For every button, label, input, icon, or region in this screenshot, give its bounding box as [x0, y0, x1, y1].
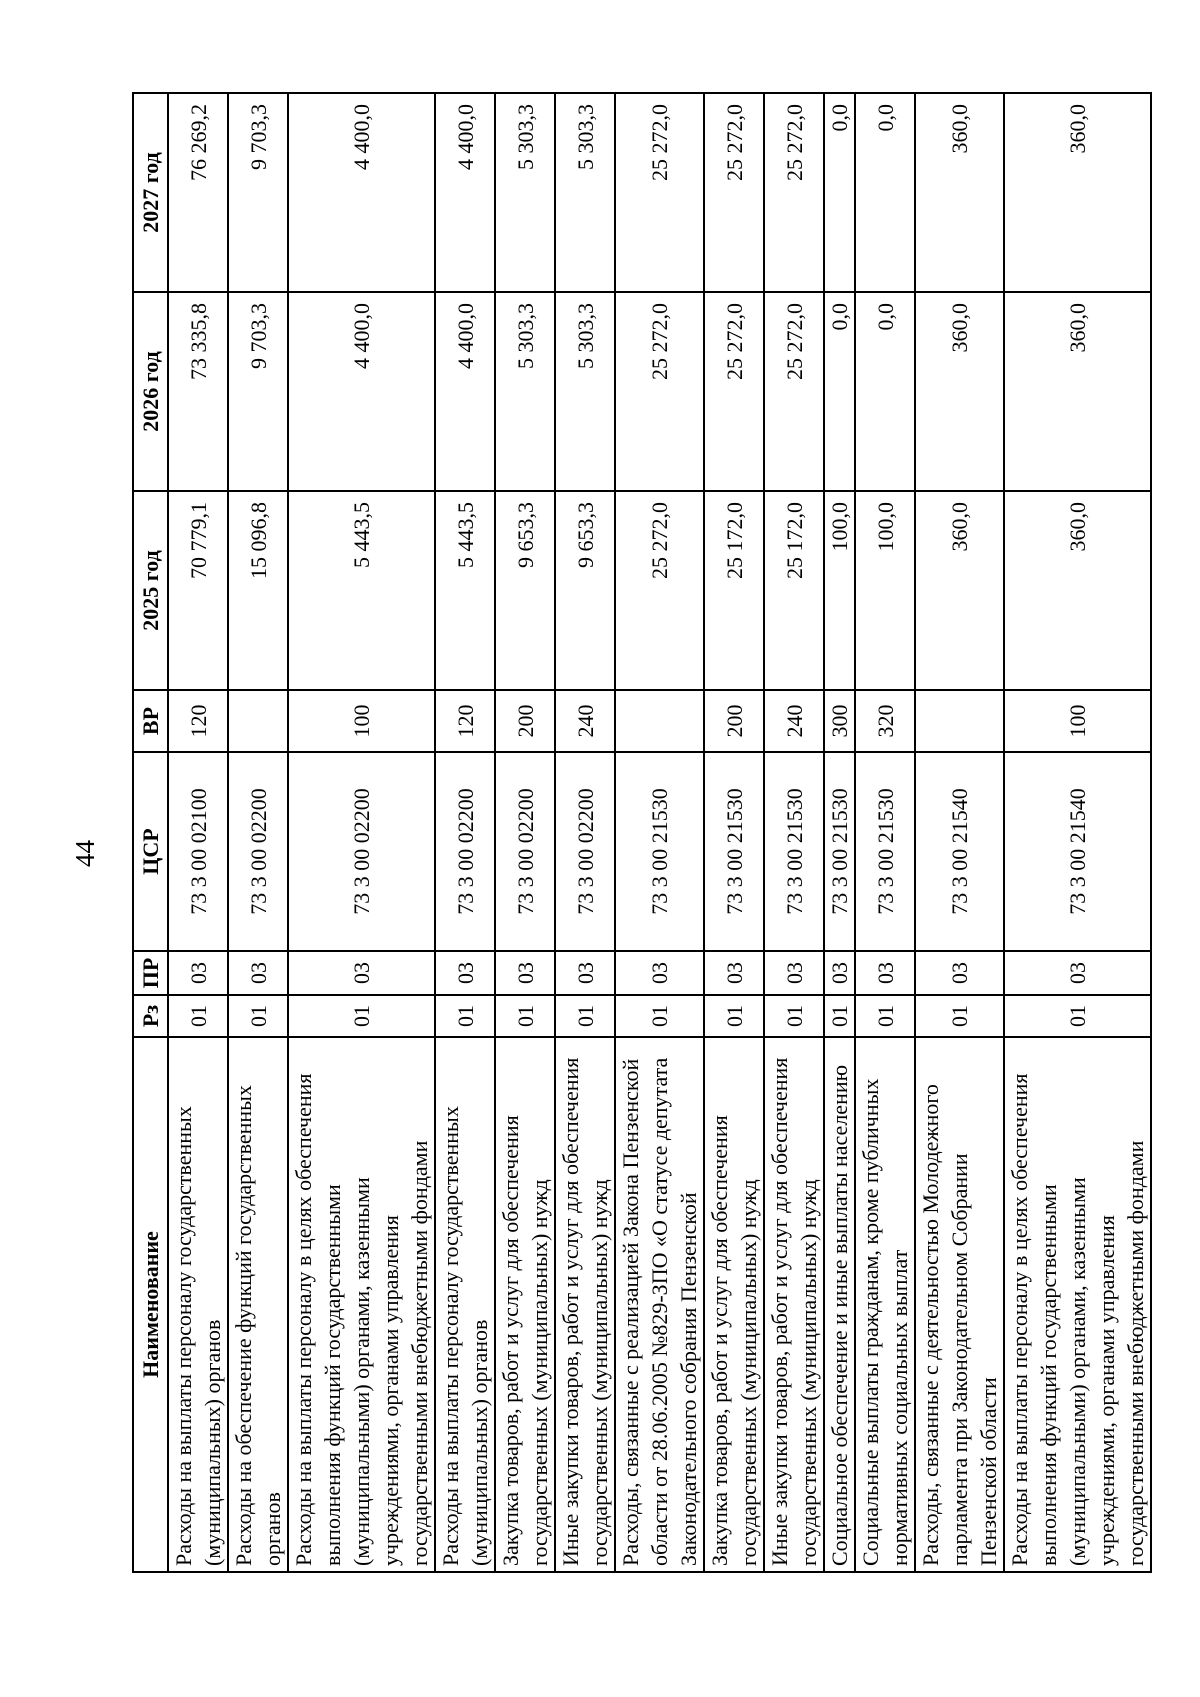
row-csr: 73 3 00 21540 — [915, 752, 1004, 951]
header-csr: ЦСР — [133, 752, 168, 951]
row-rz: 01 — [764, 995, 824, 1037]
row-rz: 01 — [555, 995, 615, 1037]
row-2025: 70 779,1 — [168, 491, 228, 690]
row-pr: 03 — [915, 951, 1004, 995]
row-pr: 03 — [495, 951, 555, 995]
row-2027: 25 272,0 — [704, 93, 764, 292]
row-2026: 360,0 — [915, 292, 1004, 491]
row-vr — [915, 690, 1004, 752]
row-rz: 01 — [704, 995, 764, 1037]
row-rz: 01 — [435, 995, 495, 1037]
row-2027: 0,0 — [855, 93, 915, 292]
row-2027: 360,0 — [915, 93, 1004, 292]
row-name: Расходы на выплаты персоналу государственных (муниципальных) органов — [435, 1037, 495, 1572]
row-name: Социальные выплаты гражданам, кроме публичных нормативных социальных выплат — [855, 1037, 915, 1572]
header-vr: ВР — [133, 690, 168, 752]
header-row — [133, 93, 168, 1572]
row-vr: 240 — [764, 690, 824, 752]
row-2026: 73 335,8 — [168, 292, 228, 491]
row-vr: 120 — [435, 690, 495, 752]
table-row — [168, 93, 228, 1572]
row-pr: 03 — [855, 951, 915, 995]
row-rz: 01 — [1004, 995, 1151, 1037]
row-name: Расходы на выплаты персоналу государственных (муниципальных) органов — [168, 1037, 228, 1572]
row-2027: 25 272,0 — [615, 93, 704, 292]
rotated-table-wrapper — [132, 95, 1148, 1573]
row-vr: 200 — [495, 690, 555, 752]
row-name: Расходы, связанные с реализацией Закона Пензенской области от 28.06.2005 №829-ЗПО «О статусе депутата Законодательного собрания Пензенской — [615, 1037, 704, 1572]
row-2027: 360,0 — [1004, 93, 1151, 292]
row-pr: 03 — [764, 951, 824, 995]
row-2027: 9 703,3 — [228, 93, 288, 292]
row-name: Закупка товаров, работ и услуг для обеспечения государственных (муниципальных) нужд — [704, 1037, 764, 1572]
row-vr: 320 — [855, 690, 915, 752]
row-2027: 0,0 — [824, 93, 855, 292]
row-csr: 73 3 00 21540 — [1004, 752, 1151, 951]
table-row — [1004, 93, 1151, 1572]
row-pr: 03 — [168, 951, 228, 995]
row-name: Расходы на выплаты персоналу в целях обеспечения выполнения функций государственными (муниципальными) органами, казенными учреждениями, органами управления государственными внебюджетными фондами — [1004, 1037, 1151, 1572]
row-rz: 01 — [288, 995, 435, 1037]
table-row — [824, 93, 855, 1572]
header-pr: ПР — [133, 951, 168, 995]
row-rz: 01 — [615, 995, 704, 1037]
row-name: Расходы на обеспечение функций государственных органов — [228, 1037, 288, 1572]
row-csr: 73 3 00 02200 — [495, 752, 555, 951]
budget-table — [132, 92, 1152, 1573]
header-2026: 2026 год — [133, 292, 168, 491]
row-csr: 73 3 00 02200 — [435, 752, 495, 951]
row-name: Расходы на выплаты персоналу в целях обеспечения выполнения функций государственными (муниципальными) органами, казенными учреждениями, органами управления государственными внебюджетными фондами — [288, 1037, 435, 1572]
row-pr: 03 — [555, 951, 615, 995]
table-row — [228, 93, 288, 1572]
table-row — [435, 93, 495, 1572]
row-2025: 25 172,0 — [764, 491, 824, 690]
row-name: Закупка товаров, работ и услуг для обеспечения государственных (муниципальных) нужд — [495, 1037, 555, 1572]
row-name: Иные закупки товаров, работ и услуг для обеспечения государственных (муниципальных) нужд — [764, 1037, 824, 1572]
row-pr: 03 — [228, 951, 288, 995]
row-rz: 01 — [824, 995, 855, 1037]
row-2025: 15 096,8 — [228, 491, 288, 690]
table-row — [764, 93, 824, 1572]
row-2026: 0,0 — [855, 292, 915, 491]
row-2025: 25 172,0 — [704, 491, 764, 690]
row-2026: 0,0 — [824, 292, 855, 491]
row-rz: 01 — [228, 995, 288, 1037]
row-2025: 5 443,5 — [288, 491, 435, 690]
row-csr: 73 3 00 02200 — [288, 752, 435, 951]
row-vr: 200 — [704, 690, 764, 752]
page-number: 44 — [70, 840, 100, 867]
row-rz: 01 — [495, 995, 555, 1037]
row-pr: 03 — [288, 951, 435, 995]
table-row — [915, 93, 1004, 1572]
row-2025: 5 443,5 — [435, 491, 495, 690]
row-vr — [228, 690, 288, 752]
row-csr: 73 3 00 02100 — [168, 752, 228, 951]
row-2027: 76 269,2 — [168, 93, 228, 292]
header-2025: 2025 год — [133, 491, 168, 690]
table-row — [288, 93, 435, 1572]
row-pr: 03 — [1004, 951, 1151, 995]
table-row — [855, 93, 915, 1572]
row-csr: 73 3 00 21530 — [824, 752, 855, 951]
row-2025: 9 653,3 — [555, 491, 615, 690]
row-vr: 100 — [1004, 690, 1151, 752]
row-2027: 5 303,3 — [495, 93, 555, 292]
row-2025: 100,0 — [855, 491, 915, 690]
table-row — [555, 93, 615, 1572]
row-2026: 5 303,3 — [555, 292, 615, 491]
header-rz: Рз — [133, 995, 168, 1037]
row-2026: 5 303,3 — [495, 292, 555, 491]
row-vr — [615, 690, 704, 752]
row-vr: 120 — [168, 690, 228, 752]
table-row — [704, 93, 764, 1572]
header-name: Наименование — [133, 1037, 168, 1572]
row-2026: 25 272,0 — [615, 292, 704, 491]
row-2025: 25 272,0 — [615, 491, 704, 690]
row-rz: 01 — [915, 995, 1004, 1037]
row-2027: 4 400,0 — [288, 93, 435, 292]
row-2026: 360,0 — [1004, 292, 1151, 491]
row-pr: 03 — [704, 951, 764, 995]
row-pr: 03 — [435, 951, 495, 995]
row-csr: 73 3 00 21530 — [704, 752, 764, 951]
row-vr: 300 — [824, 690, 855, 752]
row-2026: 4 400,0 — [288, 292, 435, 491]
row-csr: 73 3 00 21530 — [855, 752, 915, 951]
row-name: Иные закупки товаров, работ и услуг для обеспечения государственных (муниципальных) нужд — [555, 1037, 615, 1572]
row-2026: 4 400,0 — [435, 292, 495, 491]
row-csr: 73 3 00 02200 — [228, 752, 288, 951]
row-name: Расходы, связанные с деятельностью Молодежного парламента при Законодательном Собрании Пензенской области — [915, 1037, 1004, 1572]
header-2027: 2027 год — [133, 93, 168, 292]
row-vr: 240 — [555, 690, 615, 752]
row-rz: 01 — [168, 995, 228, 1037]
row-csr: 73 3 00 21530 — [615, 752, 704, 951]
row-vr: 100 — [288, 690, 435, 752]
row-2025: 360,0 — [1004, 491, 1151, 690]
row-2027: 25 272,0 — [764, 93, 824, 292]
table-row — [495, 93, 555, 1572]
row-2026: 25 272,0 — [764, 292, 824, 491]
row-2027: 5 303,3 — [555, 93, 615, 292]
table-row — [615, 93, 704, 1572]
row-name: Социальное обеспечение и иные выплаты населению — [824, 1037, 855, 1572]
row-2026: 25 272,0 — [704, 292, 764, 491]
row-csr: 73 3 00 21530 — [764, 752, 824, 951]
row-2025: 9 653,3 — [495, 491, 555, 690]
row-2026: 9 703,3 — [228, 292, 288, 491]
row-2025: 100,0 — [824, 491, 855, 690]
row-2027: 4 400,0 — [435, 93, 495, 292]
row-rz: 01 — [855, 995, 915, 1037]
row-2025: 360,0 — [915, 491, 1004, 690]
row-pr: 03 — [615, 951, 704, 995]
row-csr: 73 3 00 02200 — [555, 752, 615, 951]
row-pr: 03 — [824, 951, 855, 995]
